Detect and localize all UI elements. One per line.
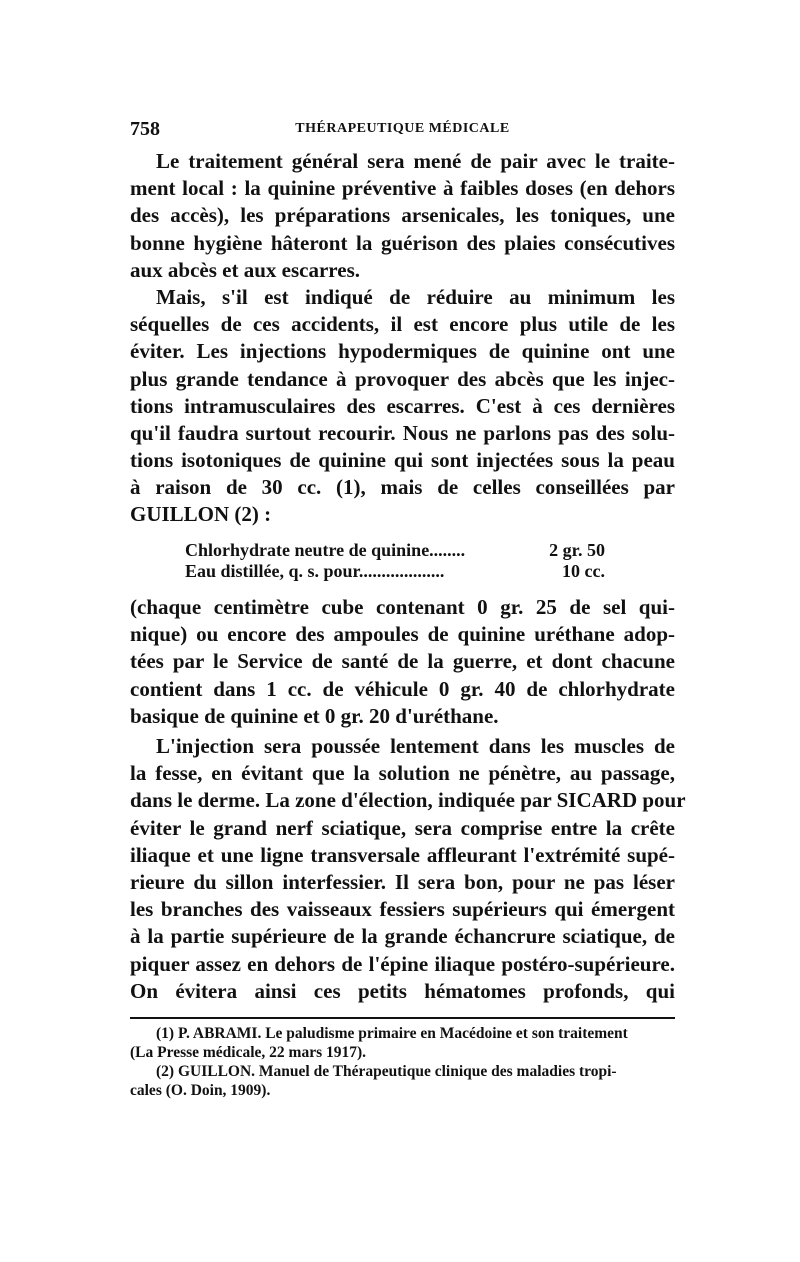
paragraphs-top	[130, 148, 675, 529]
paragraph-1-line: Le traitement général sera mené de pair avec le traite-	[156, 149, 675, 173]
paragraph-4-line: rieure du sillon interfessier. Il sera bon, pour ne pas léser	[130, 869, 675, 894]
recipe-item	[185, 561, 605, 582]
paragraph-3-line: tées par le Service de santé de la guerre, et dont chacune	[130, 649, 675, 674]
paragraph-4-line: On évitera ainsi ces petits hématomes profonds, qui	[130, 978, 675, 1003]
paragraph-4-line: éviter le grand nerf sciatique, sera comprise entre la crête	[130, 815, 675, 840]
footnote-divider	[130, 1017, 675, 1019]
paragraph-2-line: éviter. Les injections hypodermiques de quinine ont une	[130, 339, 675, 364]
paragraph-2-line: tions isotoniques de quinine qui sont injectées sous la peau	[130, 448, 675, 473]
paragraph-2-line: à raison de 30 cc. (1), mais de celles conseillées par	[130, 475, 675, 500]
paragraph-2-line: Mais, s'il est indiqué de réduire au minimum les	[156, 284, 675, 309]
paragraph-3-line: contient dans 1 cc. de véhicule 0 gr. 40 de chlorhydrate	[130, 676, 675, 701]
paragraph-1-line: des accès), les préparations arsenicales, les toniques, une	[130, 203, 675, 228]
paragraph-4-line: à la partie supérieure de la grande échancrure sciatique, de	[130, 924, 675, 949]
paragraph-1-line: ment local : la quinine préventive à faibles doses (en dehors	[130, 176, 675, 201]
paragraph-4	[130, 733, 686, 1005]
paragraph-3-line: basique de quinine et 0 gr. 20 d'uréthane.	[130, 703, 499, 728]
paragraph-4-line: piquer assez en dehors de l'épine iliaque postéro-supérieure.	[130, 951, 675, 976]
recipe-item-quantity: 2 gr. 50	[549, 540, 605, 560]
page-header	[130, 118, 675, 140]
footnote-line: cales (O. Doin, 1909).	[130, 1082, 271, 1099]
paragraph-2-line: tions intramusculaires des escarres. C'est à ces dernières	[130, 393, 675, 418]
paragraph-4-line: dans le derme. La zone d'élection, indiquée par SICARD pour	[130, 788, 686, 813]
paragraph-2-line: qu'il faudra surtout recourir. Nous ne parlons pas des solu-	[130, 420, 675, 445]
paragraph-1-line: aux abcès et aux escarres.	[130, 257, 360, 282]
footnote-line: (2) GUILLON. Manuel de Thérapeutique clinique des maladies tropi-	[156, 1063, 617, 1080]
paragraph-4-line: L'injection sera poussée lentement dans les muscles de	[156, 734, 675, 758]
recipe-item	[185, 540, 605, 561]
recipe-item-name: Eau distillée, q. s. pour...................	[185, 561, 445, 581]
paragraph-4-line: iliaque et une ligne transversale affleurant l'extrémité supé-	[130, 842, 675, 867]
footnote-line: (1) P. ABRAMI. Le paludisme primaire en Macédoine et son traitement	[156, 1025, 628, 1042]
paragraph-4-line: les branches des vaisseaux fessiers supérieurs qui émergent	[130, 897, 675, 922]
running-title: THÉRAPEUTIQUE MÉDICALE	[295, 121, 510, 136]
recipe-item-name: Chlorhydrate neutre de quinine........	[185, 540, 466, 560]
footnote-line: (La Presse médicale, 22 mars 1917).	[130, 1044, 367, 1061]
paragraph-2-line: GUILLON (2) :	[130, 502, 272, 527]
paragraph-3-line: nique) ou encore des ampoules de quinine uréthane adop-	[130, 622, 675, 647]
paragraph-4-line: la fesse, en évitant que la solution ne pénètre, au passage,	[130, 761, 675, 786]
recipe-list	[185, 540, 605, 582]
paragraph-2-line: séquelles de ces accidents, il est encore plus utile de les	[130, 312, 675, 337]
recipe-item-quantity: 10 cc.	[562, 561, 605, 581]
footnotes	[130, 1024, 675, 1100]
paragraph-1-line: bonne hygiène hâteront la guérison des plaies consécutives	[130, 230, 675, 255]
page-number: 758	[130, 118, 160, 140]
paragraph-2-line: plus grande tendance à provoquer des abcès que les injec-	[130, 366, 675, 391]
paragraph-3-line: (chaque centimètre cube contenant 0 gr. 25 de sel qui-	[130, 595, 675, 619]
paragraph-3	[130, 594, 675, 730]
